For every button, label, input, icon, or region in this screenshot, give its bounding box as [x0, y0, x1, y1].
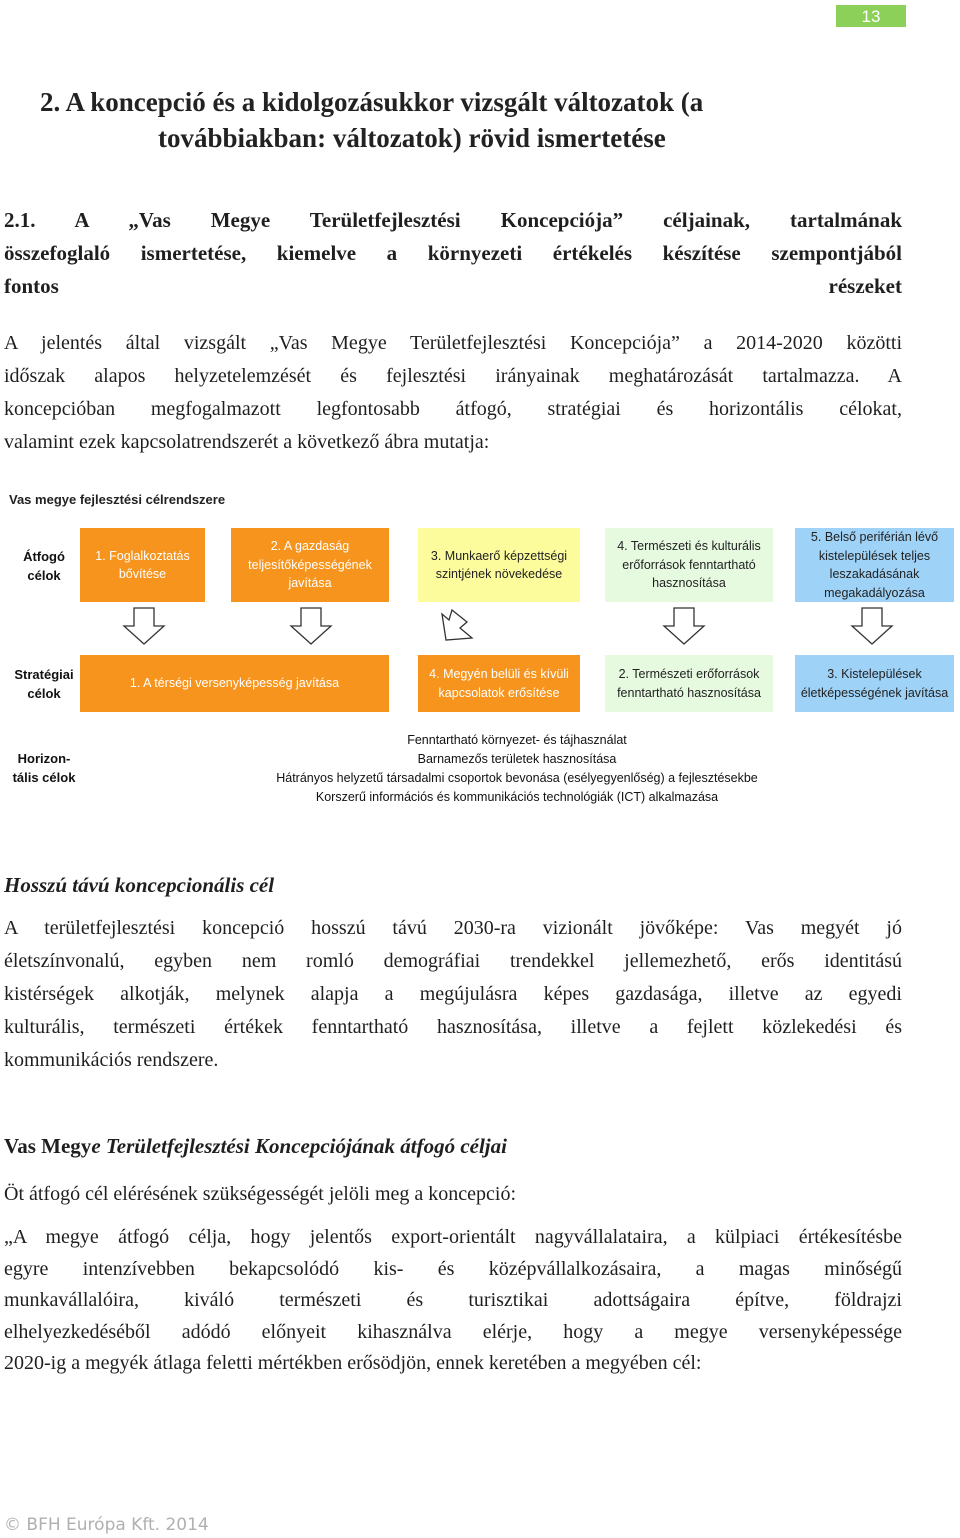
- down-arrow-icon: [852, 608, 892, 644]
- row-label-strategic-line2: célok: [27, 686, 61, 701]
- strategic-goal-box: [605, 655, 773, 712]
- diagram-title: Vas megye fejlesztési célrendszere: [9, 492, 226, 507]
- main-heading-line1: 2. A koncepció és a kidolgozásukkor vizsgált változatok (a: [40, 87, 704, 117]
- overarching-goal-box: [80, 528, 205, 602]
- goal-text-line: 5. Belső periférián lévő: [810, 530, 939, 544]
- page-number: 13: [836, 5, 906, 27]
- goals-quote-line1: „A megye átfogó célja, hogy jelentős export-orientált nagyvállalataira, a külpiaci értékesítésbe: [4, 1226, 902, 1248]
- row-label-overarching-line2: célok: [27, 568, 61, 583]
- intro-line4: valamint ezek kapcsolatrendszerét a következő ábra mutatja:: [4, 431, 490, 453]
- goal-text-line: erőforrások fenntartható: [622, 557, 756, 572]
- goal-text-line: 3. Kistelepülések: [827, 667, 922, 681]
- long-term-paragraph: [4, 912, 902, 1077]
- goal-text-line: szintjének növekedése: [435, 567, 563, 581]
- row-label-horizontal: [4, 749, 84, 787]
- goal-text-line: leszakadásának: [829, 567, 920, 581]
- subheading-line2: összefoglaló ismertetése, kiemelve a környezeti értékelés készítése szempontjából: [4, 241, 902, 265]
- intro-paragraph: [4, 327, 902, 459]
- horizontal-goal: Hátrányos helyzetű társadalmi csoportok bevonása (esélyegyenlőség) a fejlesztésekbe: [276, 771, 758, 785]
- row-label-strategic: [4, 665, 84, 703]
- goal-text-line: 3. Munkaerő képzettségi: [430, 548, 568, 563]
- main-heading: [40, 84, 920, 156]
- goals-quote-line4: elhelyezkedéséből adódó előnyeit kihasználva elérje, hogy a megye versenyképessége: [4, 1320, 902, 1343]
- horizontal-goal: Korszerű információs és kommunikációs technológiák (ICT) alkalmazása: [315, 790, 719, 804]
- goal-text-line: javítása: [288, 576, 332, 591]
- goal-text-line: bővítése: [118, 567, 167, 581]
- down-arrow-icon: [664, 608, 704, 644]
- horizontal-goal: Barnamezős területek hasznosítása: [417, 752, 617, 766]
- goals-quote: [4, 1222, 902, 1380]
- overarching-goal-box: [418, 528, 580, 602]
- goal-text-line: 4. Megyén belüli és kívüli: [429, 667, 569, 681]
- goals-intro: Öt átfogó cél elérésének szükségességét jelöli meg a koncepció:: [4, 1183, 517, 1205]
- row-label-overarching: [8, 547, 80, 585]
- goal-text-line: hasznosítása: [652, 576, 726, 591]
- long-term-line1: A területfejlesztési koncepció hosszú távú 2030-ra vizionált jövőképe: Vas megyét jó: [4, 917, 902, 939]
- strategic-goal-box: [418, 655, 580, 712]
- subheading: [4, 204, 902, 303]
- footer-copyright: © BFH Európa Kft. 2014: [4, 1515, 209, 1535]
- intro-line1: A jelentés által vizsgált „Vas Megye Területfejlesztési Koncepciója” a 2014-2020 közötti: [4, 332, 902, 354]
- horizontal-goal: Fenntartható környezet- és tájhasználat: [407, 733, 627, 747]
- diagonal-arrow-icon: [442, 610, 472, 640]
- long-term-title: Hosszú távú koncepcionális cél: [4, 873, 275, 897]
- goal-text-line: 1. A térségi versenyképesség javítása: [129, 676, 340, 691]
- main-heading-line2: továbbiakban: változatok) rövid ismertetése: [158, 123, 666, 153]
- down-arrow-icon: [124, 608, 164, 644]
- goal-text-line: 2. A gazdaság: [270, 539, 350, 554]
- goal-text-line: életképességének javítása: [800, 685, 949, 700]
- row-label-horizontal-line2: tális célok: [12, 770, 76, 785]
- row-label-horizontal-line1: Horizon-: [17, 751, 71, 766]
- strategic-goal-box: [795, 655, 954, 712]
- strategic-goal-box: [80, 655, 389, 712]
- down-arrow-icon: [291, 608, 331, 644]
- goal-text-line: megakadályozása: [824, 585, 925, 600]
- intro-line2: időszak alapos helyzetelemzését és fejlesztési irányainak meghatározását tartalmazza. A: [4, 365, 902, 387]
- goals-quote-line3: munkavállalóira, kiváló természeti és turisztikai adottságaira építve, földrajzi: [4, 1289, 902, 1311]
- overarching-goal-box: [231, 528, 389, 602]
- overarching-goal-box: [605, 528, 773, 602]
- goals-quote-line5: 2020-ig a megyék átlaga feletti mértékben erősödjön, ennek keretében a megyében cél:: [4, 1352, 702, 1374]
- row-label-strategic-line1: Stratégiai: [14, 667, 74, 682]
- goal-text-line: 4. Természeti és kulturális: [617, 539, 761, 554]
- goal-text-line: fenntartható hasznosítása: [617, 685, 761, 700]
- long-term-line3: kistérségek alkotják, melynek alapja a megújulásra képes gazdasága, illetve az egyedi: [4, 983, 902, 1005]
- long-term-line4: kulturális, természeti értékek fenntartható hasznosítása, illetve a fejlett közlekedési és: [4, 1016, 902, 1038]
- goals-title: [4, 1134, 507, 1159]
- overarching-goal-box: [795, 528, 954, 602]
- long-term-line5: kommunikációs rendszere.: [4, 1049, 219, 1071]
- goal-text-line: teljesítőképességének: [248, 557, 372, 572]
- goals-title-italic: e Területfejlesztési Koncepciójának átfogó céljai: [91, 1134, 507, 1158]
- row-label-overarching-line1: Átfogó: [23, 549, 65, 564]
- goal-text-line: kapcsolatok erősítése: [438, 685, 560, 700]
- goal-text-line: kistelepülések teljes: [818, 548, 931, 563]
- intro-line3: koncepcióban megfogalmazott legfontosabb átfogó, stratégiai és horizontális célokat,: [4, 398, 902, 420]
- subheading-line1: 2.1. A „Vas Megye Területfejlesztési Koncepciója” céljainak, tartalmának: [4, 208, 902, 232]
- long-term-line2: életszínvonalú, egyben nem romló demográfiai trendekkel jellemezhető, erős identitású: [4, 950, 902, 972]
- horizontal-goals-list: [200, 731, 834, 807]
- goals-title-plain: Vas Megy: [4, 1134, 92, 1158]
- goal-text-line: 1. Foglalkoztatás: [95, 548, 190, 563]
- goals-quote-line2: egyre intenzívebben bekapcsolódó kis- és középvállalkozásaira, a magas minőségű: [4, 1257, 902, 1280]
- goal-text-line: 2. Természeti erőforrások: [618, 667, 760, 681]
- subheading-line3: fontos részeket: [4, 274, 902, 298]
- diagram-arrows: [0, 604, 960, 652]
